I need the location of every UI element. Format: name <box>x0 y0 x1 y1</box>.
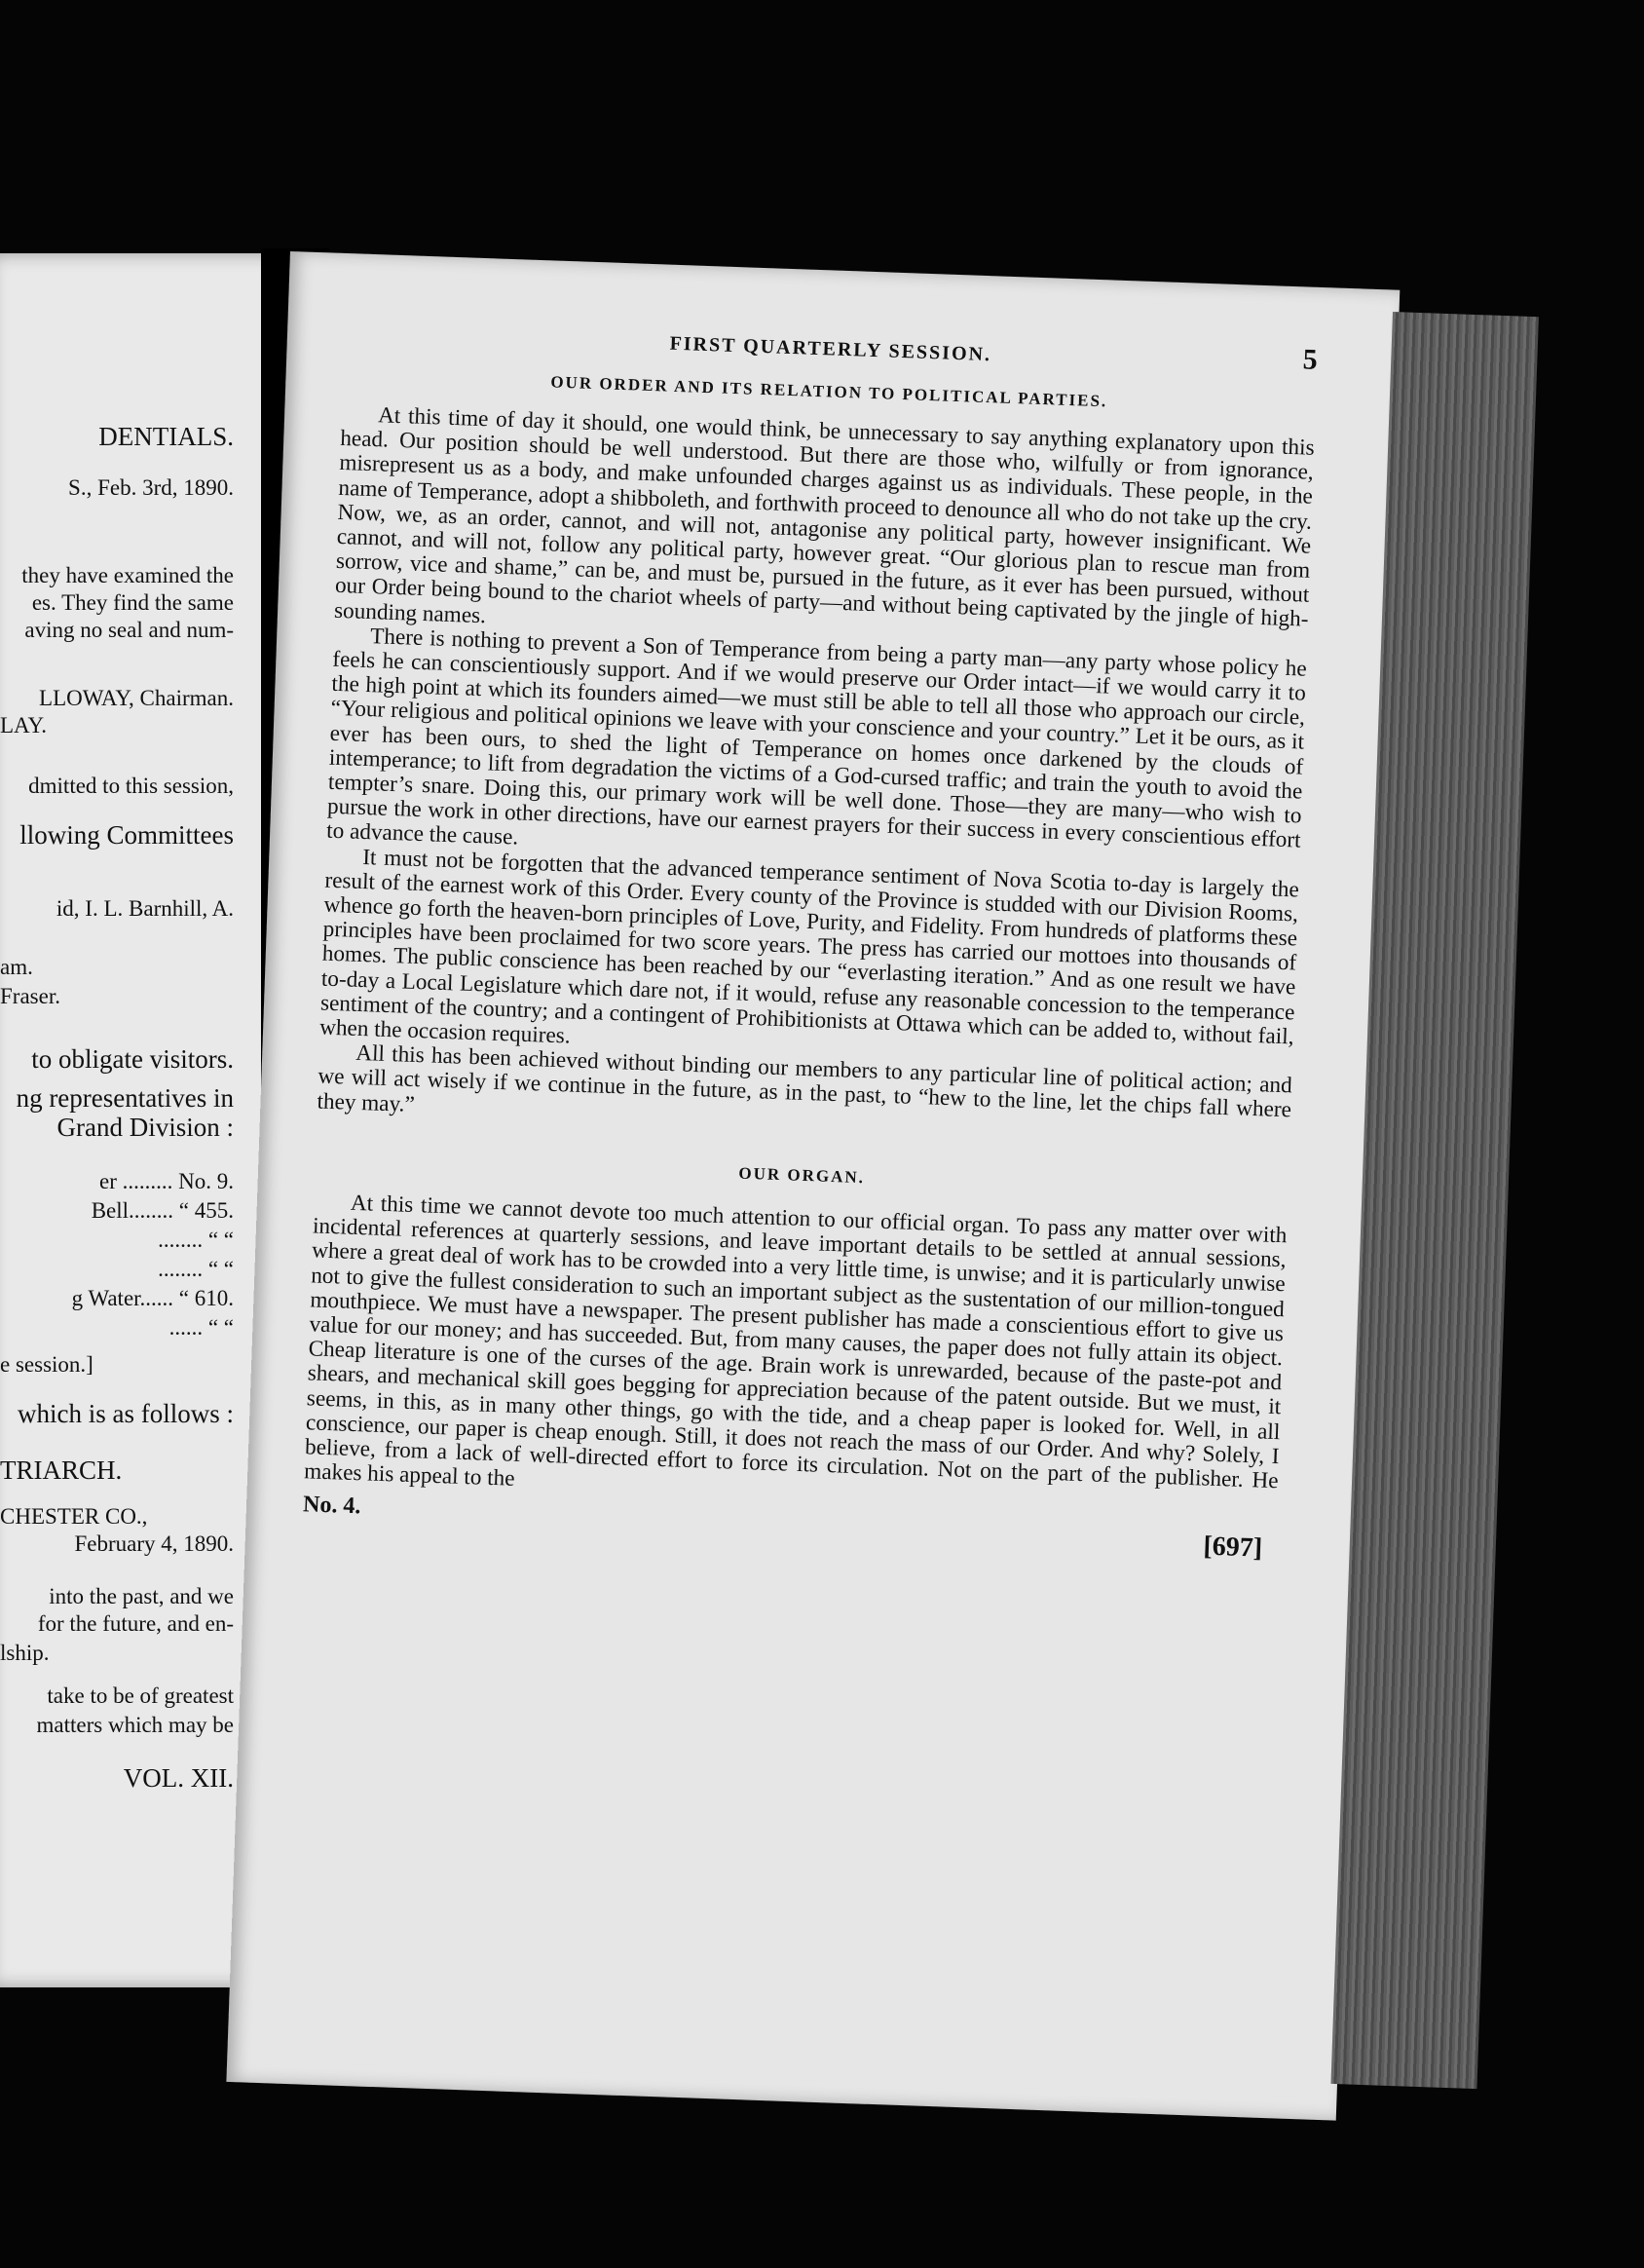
section-title-political-parties: OUR ORDER AND ITS RELATION TO POLITICAL PARTIES. <box>550 372 1108 411</box>
paragraph: There is nothing to prevent a Son of Temperance from being a party man—any party whose policy he feels he can conscientiously support. And if we would preserve our Order intact—if we would carry it to the high point at which its founders aimed—we must still be able to tell all those who approach our circle, “Your religious and political opinions we leave with your conscience and your country.” Let it be ours, as it ever has been ours, to shed the light of Temperance on homes once darkened by the clouds of intemperance; to lift from degradation the victims of a God-cursed traffic; and train the youth to avoid the tempter’s snare. Doing this, our primary work will be well done. Those—they are many—who wish to pursue the work in other directions, have our earnest prayers for their success in every conscientious effort to advance the cause. <box>325 623 1308 853</box>
left-page-line: ng representatives in <box>16 1083 234 1113</box>
left-page-line: which is as follows : <box>18 1399 234 1428</box>
signature-mark: No. 4. <box>302 1492 361 1520</box>
left-page-line: am. <box>0 955 33 979</box>
left-page-line: CHESTER CO., <box>0 1504 148 1529</box>
left-page-line: to obligate visitors. <box>31 1044 234 1074</box>
section-body-political-parties <box>317 402 1315 1148</box>
left-page-line: for the future, and en- <box>37 1611 234 1636</box>
left-page-line: dmitted to this session, <box>28 774 234 798</box>
left-page-line: e session.] <box>0 1352 93 1377</box>
left-page-line: take to be of greatest <box>47 1683 234 1708</box>
left-page-line: er ......... No. 9. <box>99 1169 234 1193</box>
left-page-line: llowing Committees <box>19 820 234 850</box>
left-page-line: id, I. L. Barnhill, A. <box>56 896 234 921</box>
left-page-line: February 4, 1890. <box>74 1531 234 1556</box>
page-number: 5 <box>1302 343 1319 376</box>
left-page-line: ........ “ “ <box>158 1228 234 1252</box>
paragraph: All this has been achieved without binding our members to any particular line of political action; and we will act wisely if we continue in the future, as in the past, to “hew to the line, let the chips fall where they may.” <box>317 1040 1293 1123</box>
left-page-line: DENTIALS. <box>98 422 234 451</box>
left-page-line: Bell........ “ 455. <box>91 1198 234 1223</box>
left-page-line: into the past, and we <box>49 1584 234 1608</box>
left-page-line: TRIARCH. <box>0 1455 123 1485</box>
paragraph: At this time we cannot devote too much attention to our official organ. To pass any matter over with incidental references at quarterly sessions, and leave important details to be settled at annual sessions, where a great deal of work has to be crowded into a very little time, is unwise; and it is particularly unwise not to give the fullest consideration to such an important subject as the sustentation of our million-tongued mouthpiece. We must have a newspaper. The present publisher has made a conscientious effort to give us value for our money; and has succeeded. But, from many causes, the paper does not fully attain its object. Cheap literature is one of the curses of the age. Brain work is unrewarded, because of the paste-pot and shears, and mechanical skill goes begging for appreciation because of the patent outside. But we must, it seems, in this, as in many other things, go with the tide, and a cheap paper is looked for. Well, in all conscience, our paper is cheap enough. Still, it does not reach the mass of our Order. And why? Solely, I believe, from a lack of well-directed effort to force its circulation. Not on the part of the publisher. He makes his appeal to the <box>303 1190 1288 1494</box>
left-page-line: VOL. XII. <box>123 1763 234 1793</box>
page-content <box>302 321 1318 1582</box>
left-page-line: lship. <box>0 1641 50 1665</box>
left-page-line: S., Feb. 3rd, 1890. <box>68 475 234 500</box>
paragraph: At this time of day it should, one would think, be unnecessary to say anything explanatory upon this head. Our position should be well understood. But there are those who, wilfully or from ignorance, misrepresent us as a body, and make unfounded charges against us as individuals. These people, in the name of Temperance, adopt a shibboleth, and forthwith proceed to denounce all who do not take up the cry. Now, we, as an order, cannot, and will not, antagonise any political party, however insignificant. We cannot, and will not, follow any political party, however great. “Our glorious plan to rescue man from sorrow, vice and shame,” can be, and must be, pursued in the future, as it ever has been pursued, without our Order being bound to the chariot wheels of party—and without being captivated by the jingle of high-sounding names. <box>333 402 1316 633</box>
left-page-line: matters which may be <box>36 1713 234 1737</box>
left-page-line: they have examined the <box>21 563 234 587</box>
left-page-line: aving no seal and num- <box>24 618 234 642</box>
section-title-our-organ: OUR ORGAN. <box>738 1163 866 1188</box>
left-page-line: LLOWAY, Chairman. <box>39 686 234 710</box>
right-page <box>226 251 1400 2121</box>
left-page-line: es. They find the same <box>31 590 234 615</box>
folio-number: [697] <box>1202 1531 1263 1564</box>
left-page-line: g Water...... “ 610. <box>71 1286 234 1310</box>
paragraph: It must not be forgotten that the advanced temperance sentiment of Nova Scotia to-day is largely the result of the earnest work of this Order. Every county of the Province is studded with our Division Rooms, whence go forth the heaven-born principles of Love, Purity, and Fidelity. From hundreds of platforms these principles have been proclaimed for two score years. The press has carried our mottoes into thousands of homes. The public conscience has been reached by our “everlasting iteration.” And as one result we have to-day a Local Legislature which dare not, if it would, refuse any reasonable concession to the temperance sentiment of the country; and a contingent of Prohibitionists at Ottawa which can be added to, without fail, when the occasion requires. <box>318 844 1300 1050</box>
left-page-line: ........ “ “ <box>158 1257 234 1281</box>
left-page-line: ...... “ “ <box>168 1315 234 1340</box>
left-page-line: Fraser. <box>0 984 60 1008</box>
running-head: FIRST QUARTERLY SESSION. <box>669 332 992 366</box>
section-body-our-organ <box>304 1190 1288 1518</box>
left-page-line: LAY. <box>0 713 47 737</box>
left-page-line: Grand Division : <box>56 1113 234 1142</box>
